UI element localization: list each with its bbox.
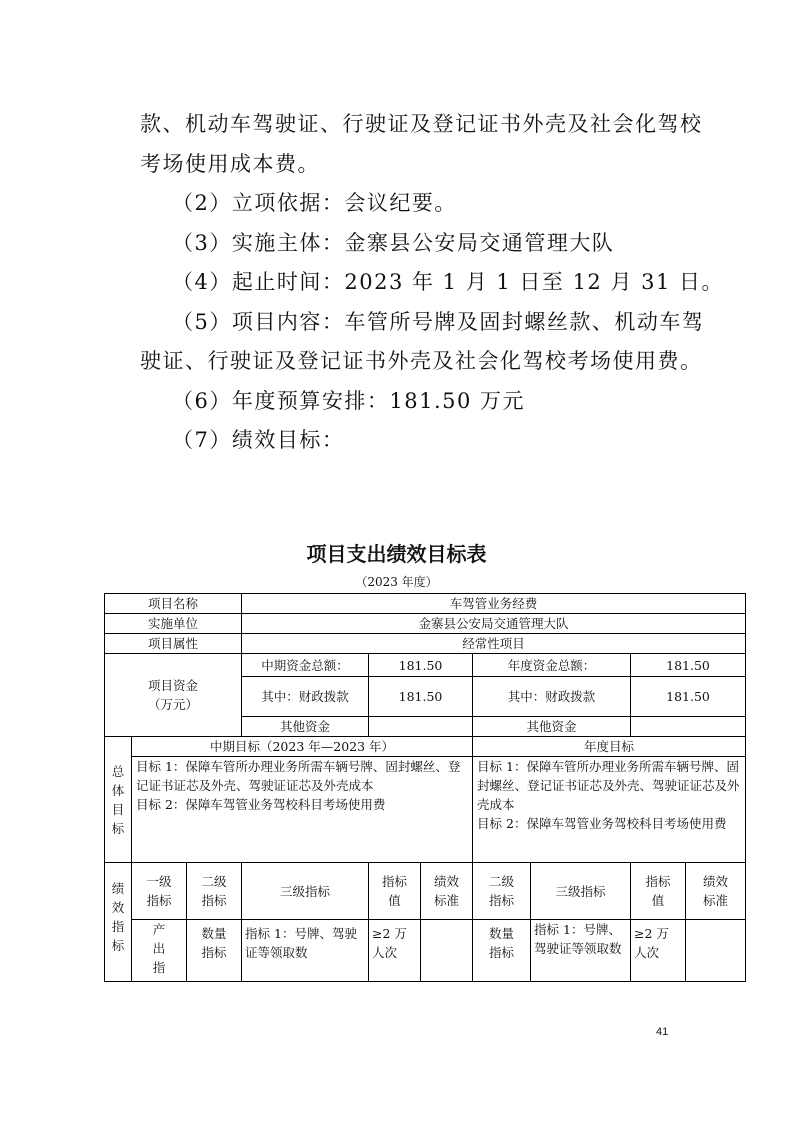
year-total-label: 年度资金总额： xyxy=(473,654,631,677)
header-text: 指标 xyxy=(382,874,408,889)
header-text: 值 xyxy=(388,893,401,908)
row-level1-char: 出 xyxy=(152,941,166,956)
header-text: 指标 xyxy=(489,893,515,908)
header-text: 指标 xyxy=(645,874,671,889)
header-value xyxy=(369,863,421,920)
funds-label xyxy=(105,654,242,737)
project-name-label: 项目名称 xyxy=(105,594,242,614)
year-other-label: 其他资金 xyxy=(473,717,631,737)
body-line: 驶证、行驶证及登记证书外壳及社会化驾校考场使用费。 xyxy=(140,349,703,373)
body-line: （4）起止时间：2023 年 1 月 1 日至 12 月 31 日。 xyxy=(172,270,725,294)
header-level3: 三级指标 xyxy=(242,863,369,920)
body-line: 考场使用成本费。 xyxy=(140,152,320,176)
body-line: （5）项目内容：车管所号牌及固封螺丝款、机动车驾 xyxy=(172,310,705,334)
mid-goal-1: 目标 1：保障车管所办理业务所需车辆号牌、固封螺丝、登记证书证芯及外壳、驾驶证证芯及外壳成本 xyxy=(136,759,461,793)
row-level1 xyxy=(132,920,187,982)
row-level2 xyxy=(187,920,242,982)
cell-text: 人次 xyxy=(634,945,660,960)
year-fiscal-value: 181.50 xyxy=(631,677,746,717)
perf-indicator-label xyxy=(105,863,132,982)
year-goal-header: 年度目标 xyxy=(473,737,746,757)
mid-goal-header: 中期目标（2023 年—2023 年） xyxy=(132,737,473,757)
year-row-standard xyxy=(686,920,746,982)
header-text: 二级 xyxy=(201,874,227,889)
unit-label: 实施单位 xyxy=(105,614,242,634)
cell-text: 数量 xyxy=(201,926,227,941)
year-goal-text xyxy=(473,757,746,863)
funds-label-line: 项目资金 xyxy=(148,678,199,693)
performance-target-table xyxy=(104,593,746,982)
overall-goal-char: 标 xyxy=(111,820,125,836)
cell-text: 指标 xyxy=(489,945,515,960)
funds-label-line: （万元） xyxy=(148,697,199,712)
header-text: 指标 xyxy=(146,893,172,908)
header-text: 绩效 xyxy=(703,874,729,889)
header-text: 值 xyxy=(651,893,665,908)
cell-text: 指标 xyxy=(201,945,227,960)
year-fiscal-label: 其中：财政拨款 xyxy=(473,677,631,717)
table-title: 项目支出绩效目标表 xyxy=(306,542,487,566)
overall-goal-char: 体 xyxy=(111,782,125,798)
unit-value: 金寨县公安局交通管理大队 xyxy=(242,614,746,634)
perf-label-char: 效 xyxy=(111,900,125,915)
perf-label-char: 指 xyxy=(111,919,125,934)
year-header-level3: 三级指标 xyxy=(531,863,631,920)
header-level2 xyxy=(187,863,242,920)
overall-goal-char: 目 xyxy=(111,801,125,817)
mid-other-label: 其他资金 xyxy=(242,717,369,737)
year-other-value xyxy=(631,717,746,737)
mid-total-label: 中期资金总额： xyxy=(242,654,369,677)
cell-text: 数量 xyxy=(489,926,515,941)
header-text: 标准 xyxy=(434,893,460,908)
cell-text: ≥2 万 xyxy=(634,926,669,941)
row-level1-char: 指 xyxy=(152,960,166,975)
row-level1-char: 产 xyxy=(152,922,166,937)
overall-goal-char: 总 xyxy=(111,763,125,779)
page-number: 41 xyxy=(656,1026,669,1038)
mid-fiscal-value: 181.50 xyxy=(369,677,473,717)
attr-label: 项目属性 xyxy=(105,634,242,654)
year-header-standard xyxy=(686,863,746,920)
body-line: （3）实施主体：金寨县公安局交通管理大队 xyxy=(172,231,615,255)
body-line: 款、机动车驾驶证、行驶证及登记证书外壳及社会化驾校 xyxy=(140,112,703,136)
perf-label-char: 标 xyxy=(111,938,125,953)
header-standard xyxy=(421,863,473,920)
year-row-value xyxy=(631,920,686,982)
row-level3: 指标 1：号牌、驾驶证等领取数 xyxy=(242,920,369,982)
cell-text: 人次 xyxy=(372,945,398,960)
mid-other-value xyxy=(369,717,473,737)
header-text: 标准 xyxy=(703,893,729,908)
header-level1 xyxy=(132,863,187,920)
body-line: （6）年度预算安排：181.50 万元 xyxy=(172,389,526,413)
perf-label-char: 绩 xyxy=(111,881,125,896)
project-name-value: 车驾管业务经费 xyxy=(242,594,746,614)
year-header-level2 xyxy=(473,863,531,920)
row-value xyxy=(369,920,421,982)
cell-text: ≥2 万 xyxy=(372,926,407,941)
table-subtitle: （2023 年度） xyxy=(355,575,438,589)
body-line: （7）绩效目标： xyxy=(172,428,345,452)
mid-goal-text xyxy=(132,757,473,863)
year-goal-1: 目标 1：保障车管所办理业务所需车辆号牌、固封螺丝、登记证书证芯及外壳、驾驶证证芯及外壳成本 xyxy=(477,759,740,812)
year-header-value xyxy=(631,863,686,920)
mid-fiscal-label: 其中：财政拨款 xyxy=(242,677,369,717)
overall-goal-label xyxy=(105,737,132,863)
year-row-level2 xyxy=(473,920,531,982)
attr-value: 经常性项目 xyxy=(242,634,746,654)
header-text: 一级 xyxy=(146,874,172,889)
body-line: （2）立项依据：会议纪要。 xyxy=(172,191,457,215)
header-text: 二级 xyxy=(489,874,515,889)
mid-goal-2: 目标 2：保障车驾管业务驾校科目考场使用费 xyxy=(136,797,386,812)
year-row-level3: 指标 1：号牌、驾驶证等领取数 xyxy=(531,920,631,982)
mid-total-value: 181.50 xyxy=(369,654,473,677)
year-total-value: 181.50 xyxy=(631,654,746,677)
row-standard xyxy=(421,920,473,982)
header-text: 绩效 xyxy=(434,874,460,889)
year-goal-2: 目标 2：保障车驾管业务驾校科目考场使用费 xyxy=(477,816,727,831)
header-text: 指标 xyxy=(201,893,227,908)
